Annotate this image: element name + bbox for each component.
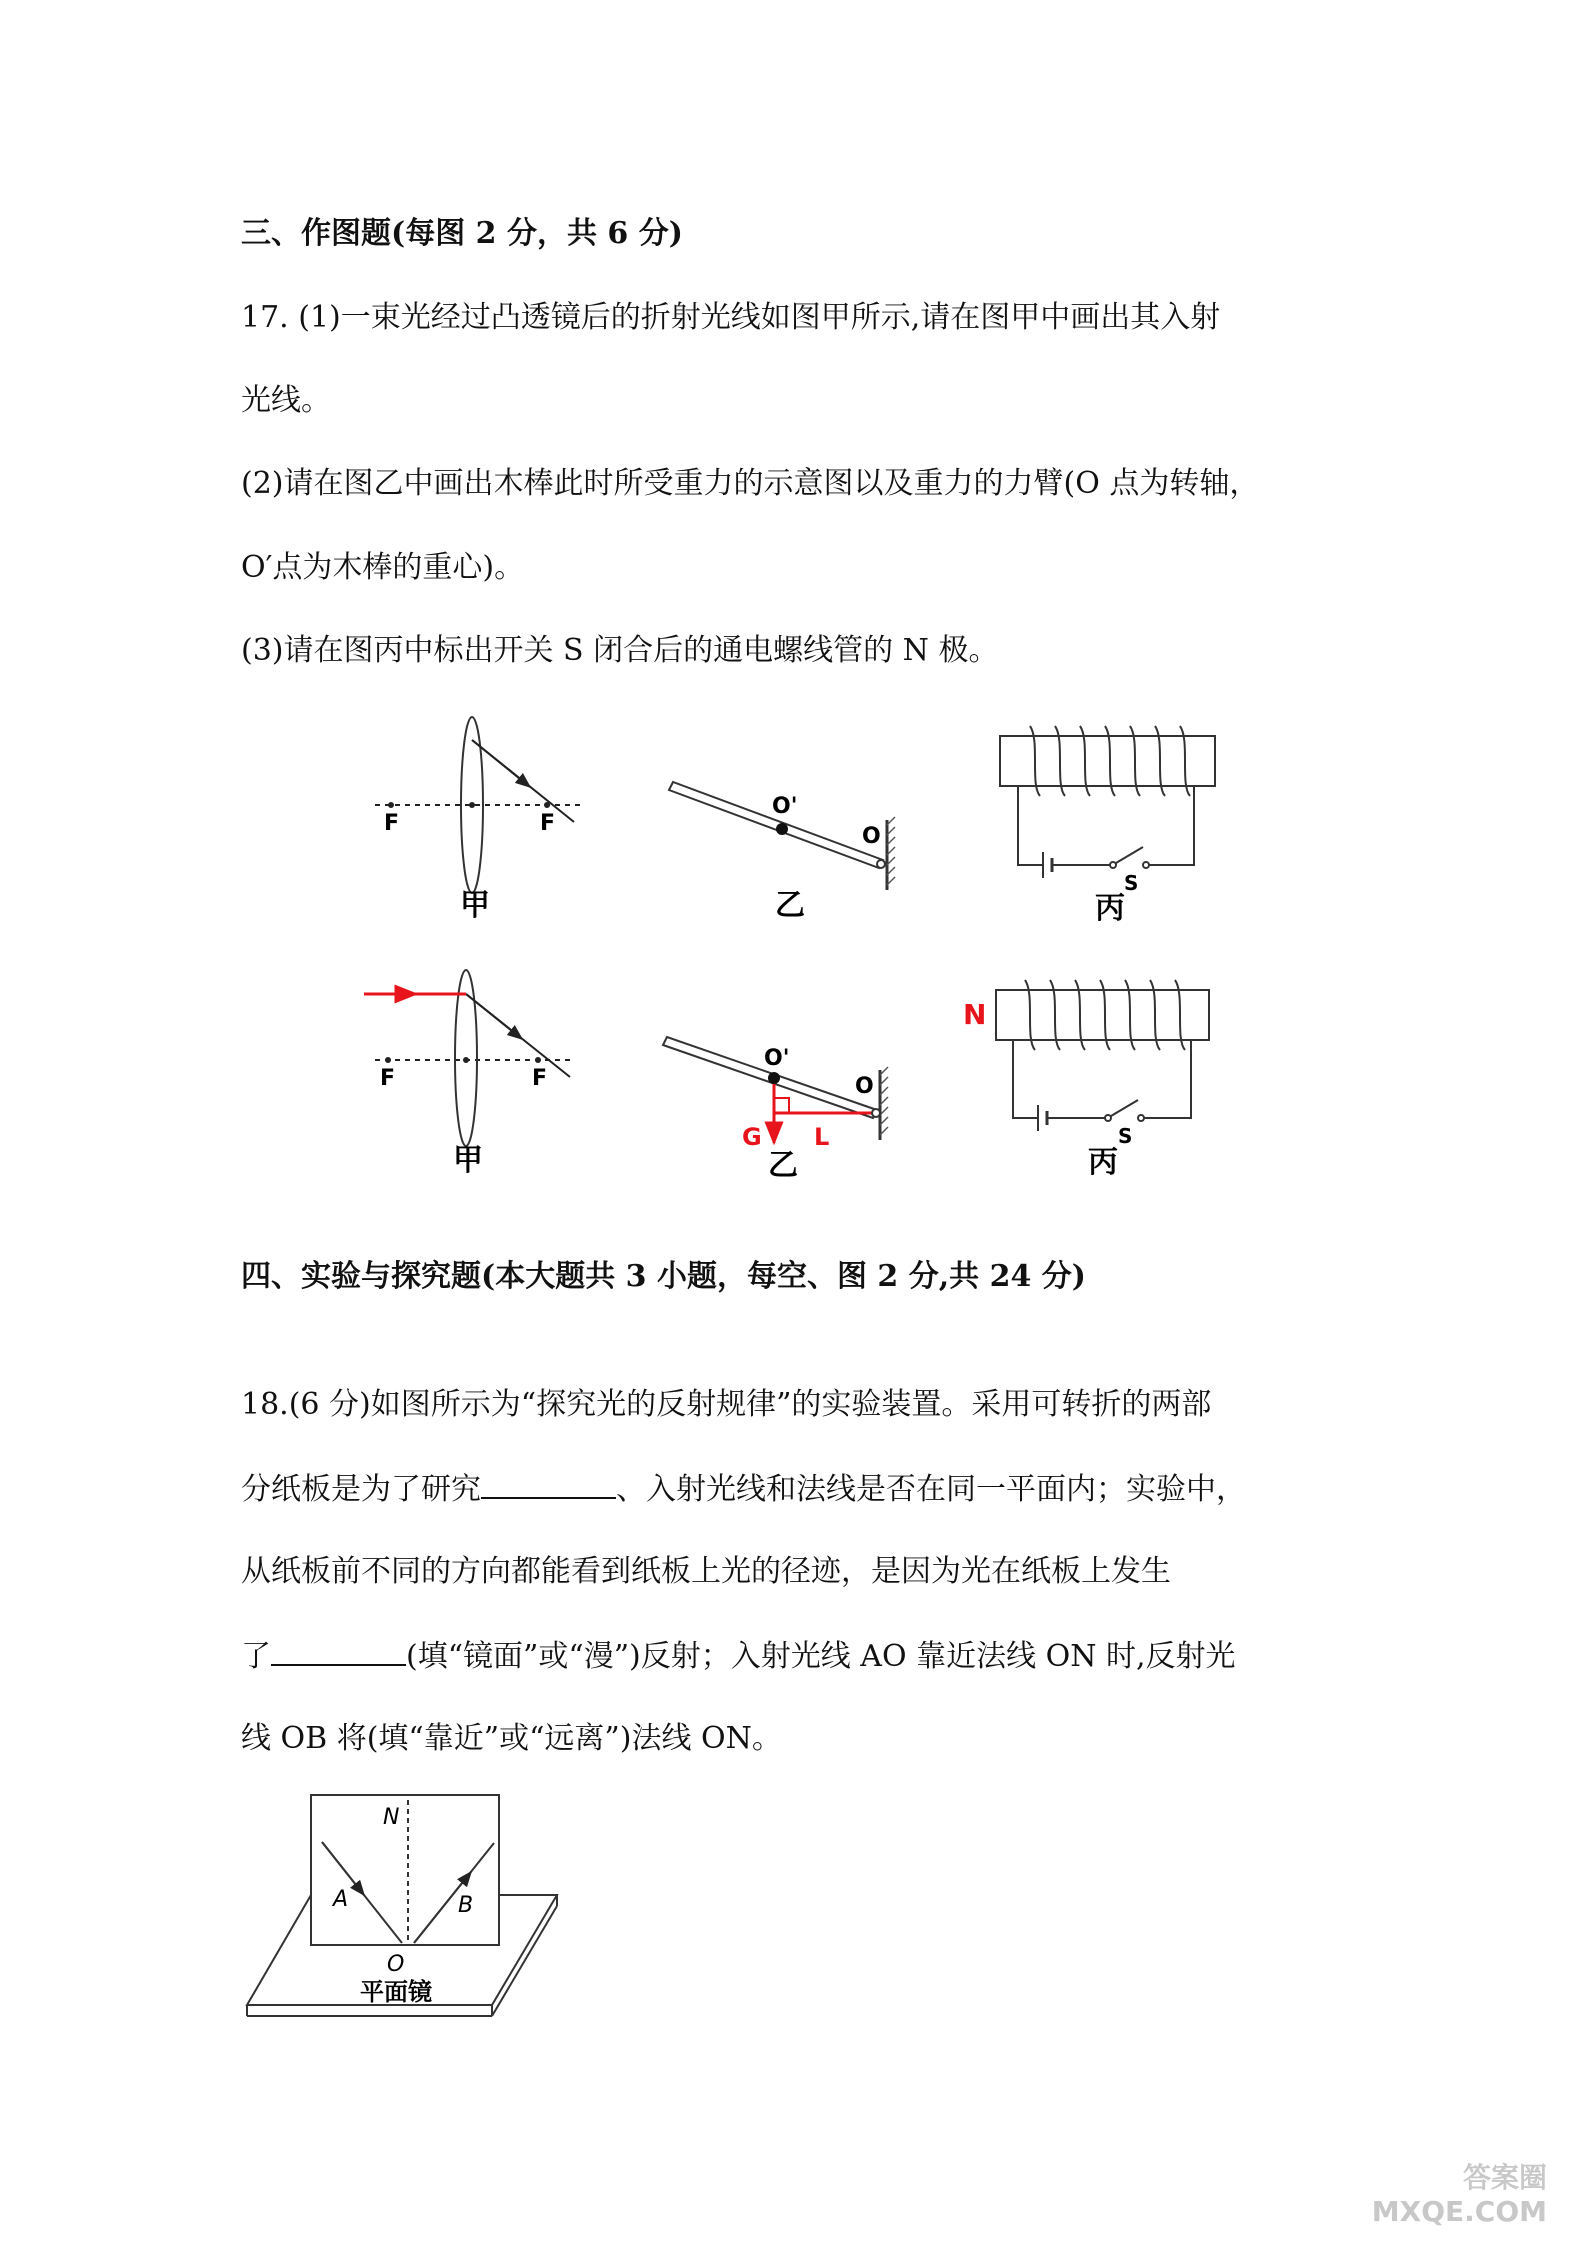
watermark-line2: MXQE.COM: [1371, 2195, 1547, 2228]
center-label-answer: O': [764, 1046, 790, 1071]
solenoid-figure-question: [1000, 726, 1215, 926]
q18-line4-start: 了: [241, 1639, 271, 1674]
rod-figure-answer: [663, 1037, 888, 1183]
lens-figure-question: [375, 717, 580, 923]
q17-line3: (2)请在图乙中画出木棒此时所受重力的示意图以及重力的力臂(O 点为转轴，: [241, 466, 1260, 501]
rod-figure-question: [669, 782, 895, 923]
focal-label-right-answer: F: [532, 1066, 548, 1091]
lens-figure-answer: [364, 970, 572, 1178]
q18-line2-start: 分纸板是为了研究: [241, 1472, 481, 1507]
gravity-label: G: [742, 1123, 762, 1151]
switch-label-answer: S: [1118, 1124, 1133, 1148]
caption-yi-answer: 乙: [768, 1148, 798, 1183]
pivot-label-answer: O: [855, 1074, 874, 1099]
reflected-label: B: [458, 1893, 474, 1918]
q17-line5: (3)请在图丙中标出开关 S 闭合后的通电螺线管的 N 极。: [241, 633, 999, 668]
caption-bing: 丙: [1095, 891, 1125, 926]
answer-blank-2[interactable]: [271, 1636, 406, 1666]
watermark: [1372, 2161, 1547, 2229]
normal-label: N: [383, 1805, 400, 1830]
incident-label: A: [333, 1887, 349, 1912]
solenoid-figure-answer: [963, 980, 1209, 1180]
q18-line3: 从纸板前不同的方向都能看到纸板上光的径迹，是因为光在纸板上发生: [241, 1554, 1171, 1589]
caption-yi: 乙: [775, 888, 805, 923]
arm-label: L: [814, 1123, 830, 1151]
point-label: O: [387, 1952, 405, 1977]
q18-line4-end: (填“镜面”或“漫”)反射；入射光线 AO 靠近法线 ON 时,反射光: [406, 1639, 1236, 1674]
q18-line2-end: 、入射光线和法线是否在同一平面内；实验中，: [616, 1472, 1246, 1507]
q17-line4: O′点为木棒的重心)。: [241, 550, 525, 585]
watermark-line1: 答案圈: [1462, 2161, 1547, 2194]
focal-label-left-answer: F: [380, 1066, 396, 1091]
focal-label-left: F: [384, 811, 400, 836]
q18-line1: 18.(6 分)如图所示为“探究光的反射规律”的实验装置。采用可转折的两部: [241, 1387, 1212, 1422]
section4-title: 四、实验与探究题(本大题共 3 小题，每空、图 2 分,共 24 分): [241, 1259, 1086, 1294]
mirror-label: 平面镜: [360, 1978, 432, 2006]
q18-line5: 线 OB 将(填“靠近”或“远离”)法线 ON。: [241, 1721, 782, 1756]
q18-line2: [241, 1469, 1246, 1510]
focal-label-right: F: [540, 811, 556, 836]
q18-line4: [241, 1636, 1236, 1677]
mirror-apparatus-figure: [247, 1795, 557, 2016]
q17-line1: 17. (1)一束光经过凸透镜后的折射光线如图甲所示,请在图甲中画出其入射: [241, 300, 1221, 335]
caption-jia-answer: 甲: [453, 1143, 483, 1178]
switch-label: S: [1124, 871, 1139, 895]
answer-blank-1[interactable]: [481, 1469, 616, 1499]
center-label: O': [772, 794, 798, 819]
north-label: N: [963, 998, 987, 1031]
caption-bing-answer: 丙: [1088, 1145, 1118, 1180]
pivot-label: O: [862, 824, 881, 849]
section3-title: 三、作图题(每图 2 分，共 6 分): [241, 216, 683, 251]
caption-jia: 甲: [460, 888, 490, 923]
q17-line2: 光线。: [241, 383, 331, 418]
